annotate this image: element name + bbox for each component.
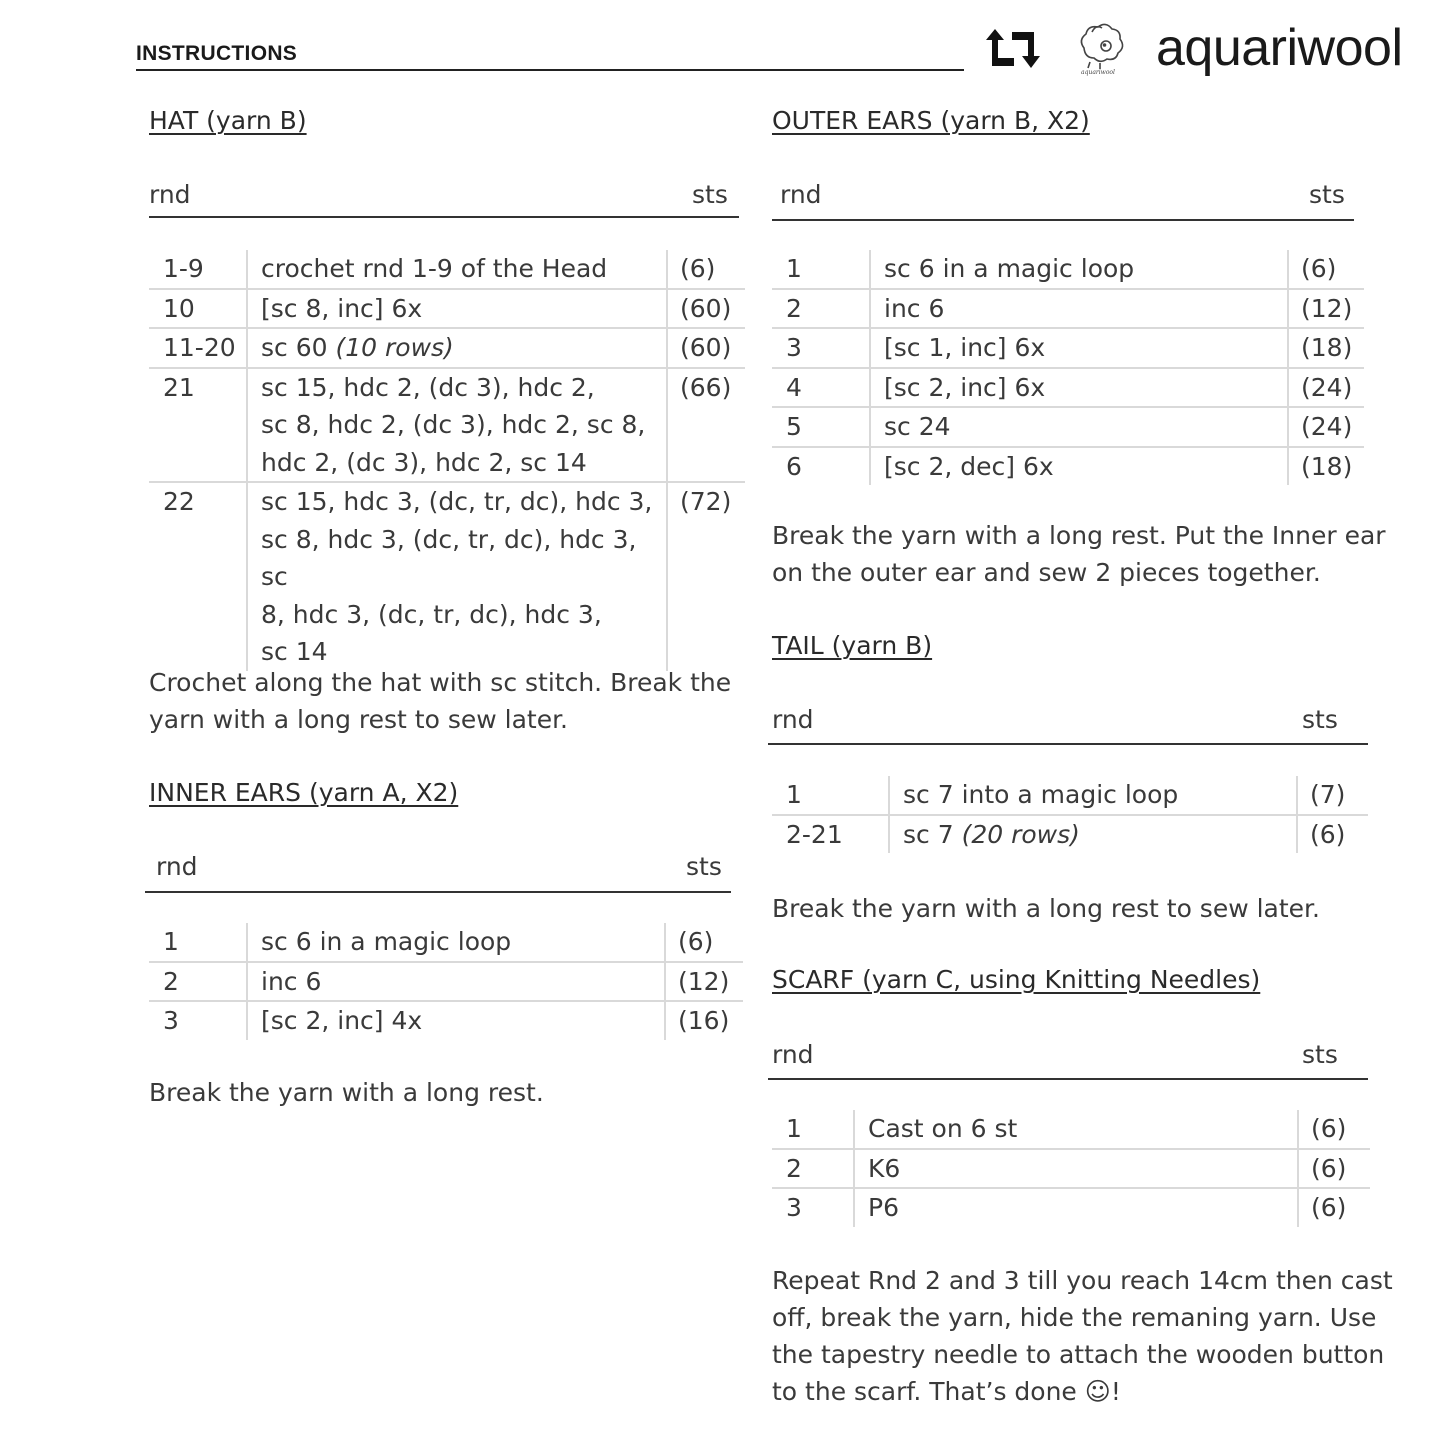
table-row bbox=[772, 1149, 1370, 1189]
hat-section-title: HAT (yarn B) bbox=[149, 106, 307, 135]
table-row bbox=[772, 289, 1364, 329]
instruction-line: sc 14 bbox=[261, 637, 328, 666]
table-row bbox=[149, 328, 745, 368]
instruction-cell bbox=[889, 815, 1297, 854]
outer-ears-section-title: OUTER EARS (yarn B, X2) bbox=[772, 106, 1090, 135]
rnd-cell: 2-21 bbox=[772, 815, 889, 854]
tail-section-title: TAIL (yarn B) bbox=[772, 631, 933, 660]
instruction-cell: sc 6 in a magic loop bbox=[247, 923, 665, 962]
table-row bbox=[772, 328, 1364, 368]
instruction-cell: P6 bbox=[854, 1188, 1298, 1227]
sts-cell: (60) bbox=[667, 328, 745, 368]
inner-ears-header-rule bbox=[145, 891, 731, 893]
rnd-cell: 21 bbox=[149, 368, 247, 483]
sts-cell: (18) bbox=[1288, 328, 1364, 368]
rnd-cell: 1 bbox=[163, 927, 179, 956]
instruction-cell: sc 6 in a magic loop bbox=[870, 250, 1288, 289]
instruction-cell bbox=[247, 328, 667, 368]
table-row bbox=[149, 962, 743, 1002]
tail-col-sts: sts bbox=[1302, 705, 1338, 734]
rnd-cell: 4 bbox=[772, 368, 870, 408]
hat-note bbox=[149, 664, 731, 738]
table-row bbox=[149, 482, 745, 671]
instruction-cell: sc 7 into a magic loop bbox=[889, 776, 1297, 815]
scarf-col-sts: sts bbox=[1302, 1040, 1338, 1069]
sts-cell: (6) bbox=[1298, 1188, 1370, 1227]
repost-icon[interactable] bbox=[984, 26, 1042, 72]
rnd-cell: 2 bbox=[772, 289, 870, 329]
table-row bbox=[772, 368, 1364, 408]
sts-cell: (12) bbox=[1288, 289, 1364, 329]
table-row bbox=[772, 1110, 1370, 1149]
rnd-cell: 3 bbox=[149, 1001, 247, 1040]
inner-ears-col-rnd: rnd bbox=[156, 852, 198, 881]
outer-ears-table bbox=[772, 250, 1364, 485]
rnd-cell: 1 bbox=[786, 254, 802, 283]
rnd-cell: 3 bbox=[772, 328, 870, 368]
rows-note: (10 rows) bbox=[335, 333, 454, 362]
sts-cell: (6) bbox=[1298, 1110, 1370, 1149]
instruction-cell: [sc 2, dec] 6x bbox=[870, 447, 1288, 486]
scarf-section-title: SCARF (yarn C, using Knitting Needles) bbox=[772, 965, 1261, 994]
table-row bbox=[149, 368, 745, 483]
rnd-cell: 10 bbox=[149, 289, 247, 329]
rnd-cell: 1 bbox=[786, 1114, 802, 1143]
sts-cell: (24) bbox=[1288, 368, 1364, 408]
header-divider bbox=[136, 69, 964, 71]
sts-cell: (6) bbox=[1298, 1149, 1370, 1189]
table-row bbox=[149, 250, 745, 289]
table-row bbox=[149, 923, 743, 962]
instruction-line: 8, hdc 3, (dc, tr, dc), hdc 3, bbox=[261, 599, 602, 629]
table-row bbox=[772, 250, 1364, 289]
sts-cell: (24) bbox=[1288, 407, 1364, 447]
sts-cell: (6) bbox=[1288, 250, 1364, 289]
sts-cell: (16) bbox=[665, 1001, 743, 1040]
note-line: to the scarf. That’s done ☺! bbox=[772, 1377, 1121, 1406]
sts-cell: (72) bbox=[667, 482, 745, 671]
inner-ears-col-sts: sts bbox=[686, 852, 722, 881]
rnd-cell: 1-9 bbox=[163, 254, 204, 283]
note-line: yarn with a long rest to sew later. bbox=[149, 705, 569, 734]
note-line: Break the yarn with a long rest. Put the Inner ear bbox=[772, 521, 1386, 550]
instruction-cell bbox=[247, 482, 667, 671]
instruction-line: sc 15, hdc 2, (dc 3), hdc 2, bbox=[261, 372, 595, 402]
tail-table bbox=[772, 776, 1368, 853]
sts-cell: (66) bbox=[667, 368, 745, 483]
scarf-note bbox=[772, 1262, 1393, 1410]
tail-note: Break the yarn with a long rest to sew later. bbox=[772, 894, 1320, 923]
outer-ears-header-rule bbox=[772, 219, 1354, 221]
tail-col-rnd: rnd bbox=[772, 705, 814, 734]
sheep-logo-icon bbox=[1066, 18, 1130, 76]
rows-note: (20 rows) bbox=[961, 819, 1080, 849]
note-line: on the outer ear and sew 2 pieces together. bbox=[772, 558, 1321, 587]
inner-ears-section-title: INNER EARS (yarn A, X2) bbox=[149, 778, 459, 807]
note-line: off, break the yarn, hide the remaning yarn. Use bbox=[772, 1303, 1377, 1332]
rnd-cell: 11-20 bbox=[149, 328, 247, 368]
sts-cell: (6) bbox=[667, 250, 745, 289]
sts-cell: (6) bbox=[665, 923, 743, 962]
rnd-cell: 22 bbox=[149, 482, 247, 671]
svg-text:aquariwool: aquariwool bbox=[1081, 69, 1115, 76]
instructions-heading: INSTRUCTIONS bbox=[136, 42, 298, 65]
instruction-cell: K6 bbox=[854, 1149, 1298, 1189]
brand-name: aquariwool bbox=[1156, 19, 1403, 77]
note-line: the tapestry needle to attach the wooden button bbox=[772, 1340, 1385, 1369]
instruction-cell: inc 6 bbox=[247, 962, 665, 1002]
table-row bbox=[772, 776, 1368, 815]
instruction-cell: crochet rnd 1-9 of the Head bbox=[247, 250, 667, 289]
instruction-cell: Cast on 6 st bbox=[854, 1110, 1298, 1149]
table-row bbox=[149, 1001, 743, 1040]
instruction-cell: [sc 2, inc] 4x bbox=[247, 1001, 665, 1040]
outer-ears-col-rnd: rnd bbox=[780, 180, 822, 209]
sts-cell: (12) bbox=[665, 962, 743, 1002]
instruction-cell: sc 24 bbox=[870, 407, 1288, 447]
table-row bbox=[772, 1188, 1370, 1227]
outer-ears-col-sts: sts bbox=[1309, 180, 1345, 209]
rnd-cell: 6 bbox=[772, 447, 870, 486]
inner-ears-table bbox=[149, 923, 743, 1040]
hat-table bbox=[149, 250, 745, 671]
inner-ears-note: Break the yarn with a long rest. bbox=[149, 1078, 544, 1107]
sts-cell: (60) bbox=[667, 289, 745, 329]
instruction-line: hdc 2, (dc 3), hdc 2, sc 14 bbox=[261, 447, 587, 477]
note-line: Repeat Rnd 2 and 3 till you reach 14cm then cast bbox=[772, 1266, 1393, 1295]
table-row bbox=[772, 447, 1364, 486]
instruction-line: sc 8, hdc 2, (dc 3), hdc 2, sc 8, bbox=[261, 410, 646, 439]
sts-cell: (18) bbox=[1288, 447, 1364, 486]
hat-col-rnd: rnd bbox=[149, 180, 191, 209]
table-row bbox=[149, 289, 745, 329]
instruction-line: sc 15, hdc 3, (dc, tr, dc), hdc 3, bbox=[261, 487, 653, 516]
rnd-cell: 1 bbox=[786, 780, 802, 809]
instruction-cell bbox=[247, 368, 667, 483]
outer-ears-note bbox=[772, 517, 1386, 591]
table-row bbox=[772, 815, 1368, 854]
sts-cell: (6) bbox=[1297, 815, 1368, 854]
rnd-cell: 2 bbox=[149, 962, 247, 1002]
scarf-col-rnd: rnd bbox=[772, 1040, 814, 1069]
instruction-text: sc 60 bbox=[261, 333, 328, 362]
scarf-table bbox=[772, 1110, 1370, 1227]
rnd-cell: 3 bbox=[772, 1188, 854, 1227]
hat-header-rule bbox=[149, 216, 739, 218]
note-line: Crochet along the hat with sc stitch. Break the bbox=[149, 668, 732, 697]
instruction-cell: inc 6 bbox=[870, 289, 1288, 329]
instruction-cell: [sc 2, inc] 6x bbox=[870, 368, 1288, 408]
hat-table-wrap bbox=[149, 250, 749, 666]
rnd-cell: 2 bbox=[772, 1149, 854, 1189]
hat-col-sts: sts bbox=[692, 180, 728, 209]
table-row bbox=[772, 407, 1364, 447]
instruction-text: sc 7 bbox=[903, 819, 954, 849]
scarf-header-rule bbox=[768, 1078, 1368, 1080]
instruction-cell: [sc 8, inc] 6x bbox=[247, 289, 667, 329]
sts-cell: (7) bbox=[1297, 776, 1368, 815]
instruction-line: sc 8, hdc 3, (dc, tr, dc), hdc 3, sc bbox=[261, 524, 637, 591]
instruction-cell: [sc 1, inc] 6x bbox=[870, 328, 1288, 368]
rnd-cell: 5 bbox=[772, 407, 870, 447]
tail-header-rule bbox=[768, 743, 1368, 745]
